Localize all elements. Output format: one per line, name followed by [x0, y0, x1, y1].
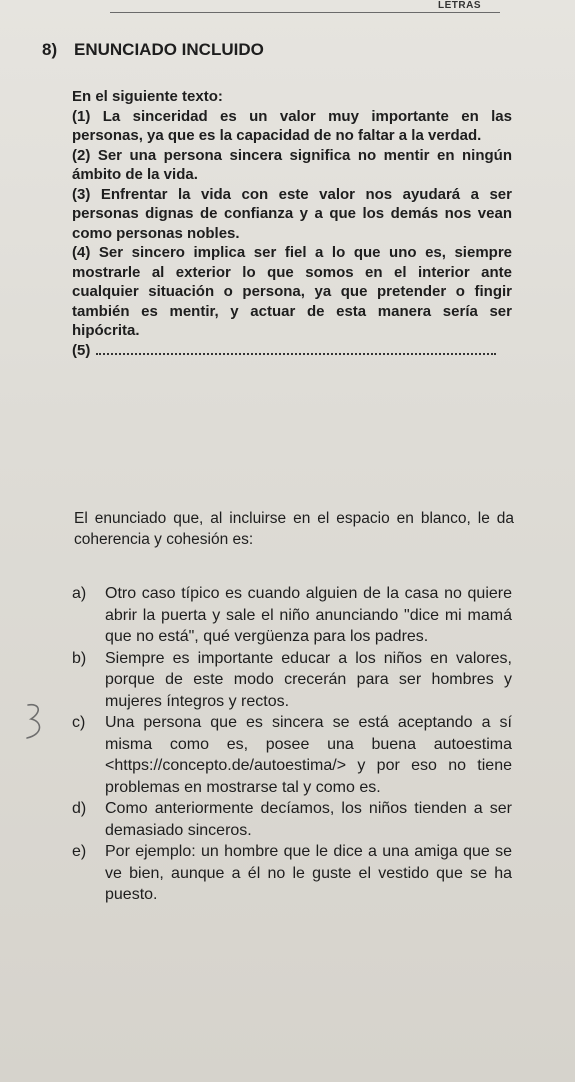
option-text-continued: y por eso no tiene problemas en mostrarse tal y como es.: [105, 757, 512, 796]
question-number: 8): [42, 40, 58, 59]
option-letter: a): [72, 585, 87, 602]
option-text: Una persona que es sincera se está aceptando a sí misma como es, posee una buena autoestima: [105, 714, 512, 753]
passage-sentence-4: (4) Ser sincero implica ser fiel a lo que uno es, siempre mostrarle al exterior lo que somos en el interior ante cualquier situación o persona, ya que pretender o fingir también es mentir, y actuar de esta manera sería ser hipócrita.: [72, 244, 512, 339]
question-prompt: El enunciado que, al incluirse en el espacio en blanco, le da coherencia y cohesión es:: [74, 510, 514, 548]
passage-sentence-1: (1) La sinceridad es un valor muy importante en las personas, ya que es la capacidad de no faltar a la verdad.: [72, 107, 512, 144]
blank-label: (5): [72, 341, 91, 359]
blank-line: [96, 341, 496, 355]
option-text: Siempre es importante educar a los niños en valores, porque de este modo crecerán para ser hombres y mujeres íntegros y rectos.: [105, 649, 512, 710]
option-letter: b): [72, 649, 87, 667]
header-label: LETRAS: [438, 0, 481, 11]
handwritten-mark-b: [22, 702, 46, 742]
passage: [72, 87, 512, 360]
passage-sentence-2: (2) Ser una persona sincera significa no mentir en ningún ámbito de la vida.: [72, 146, 512, 183]
header-rule: [110, 12, 500, 13]
option-c[interactable]: [72, 712, 512, 798]
passage-intro: En el siguiente texto:: [72, 88, 223, 105]
answer-options: [72, 583, 512, 906]
option-url: <https://concepto.de/autoestima/>: [105, 757, 347, 774]
option-text: Como anteriormente decíamos, los niños tienden a ser demasiado sinceros.: [105, 800, 512, 839]
option-a[interactable]: [72, 583, 512, 648]
option-letter: e): [72, 843, 87, 860]
option-letter: d): [72, 800, 87, 817]
option-letter: c): [72, 714, 86, 731]
option-text: Otro caso típico es cuando alguien de la casa no quiere abrir la puerta y sale el niño anunciando "dice mi mamá que no está", qué vergüenza para los padres.: [105, 585, 512, 645]
option-b[interactable]: [72, 648, 512, 713]
question-title: ENUNCIADO INCLUIDO: [74, 40, 264, 59]
option-text: Por ejemplo: un hombre que le dice a una amiga que se ve bien, aunque a él no le guste el vestido que se ha puesto.: [105, 843, 512, 903]
passage-blank: [72, 341, 512, 361]
passage-sentence-3: (3) Enfrentar la vida con este valor nos ayudará a ser personas dignas de confianza y a que los demás nos vean como personas nobles.: [72, 185, 512, 242]
option-d[interactable]: [72, 798, 512, 841]
option-e[interactable]: [72, 841, 512, 906]
